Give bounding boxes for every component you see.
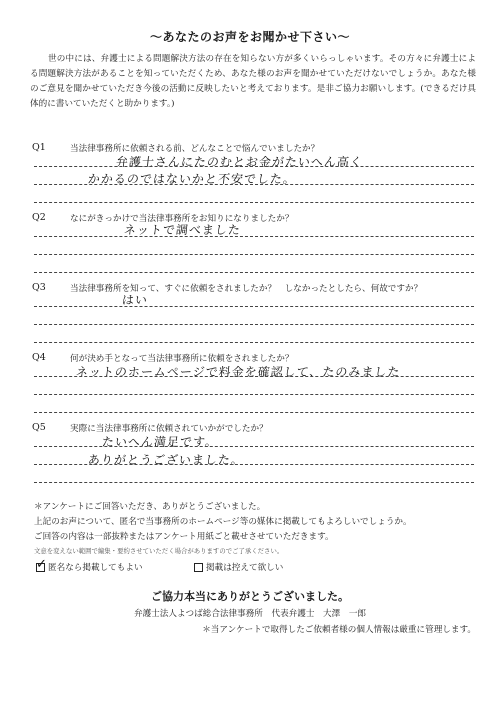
question-number: Q5 [32,422,46,433]
handwritten-answer: ネットのホームページで料金を確認して、たのみました [75,365,402,379]
question-number: Q3 [32,282,46,293]
question-text: 当法律事務所を知って、すぐに依頼をされましたか？ しなかったとしたら、何故ですか？ [70,284,423,294]
editing-note: 文意を変えない範囲で編集・要約させていただく場合がありますのでご了承ください。 [34,547,284,555]
answer-line [34,464,474,465]
signature: 弁護士法人よつば総合法律事務所 代表弁護士 大澤 一郎 [133,609,367,619]
answer-line [34,236,474,237]
option-do-not-publish[interactable] [194,561,283,573]
answer-line [34,376,474,377]
handwritten-answer: ネットで調べました [123,223,242,237]
answer-line [34,254,474,255]
intro-paragraph: 世の中には、弁護士による問題解決方法の存在を知らない方が多くいらっしゃいます。その方々に弁護士による問題解決方法があることを知っていただくため、あなた様のお声を聞かせていただけないでしょうか。あなた様のご意見を聞かせていただき今後の活動に反映したいと考えております。是非ご協力お願いします。(できるだけ具体的に書いていただくと助かります。) [30,54,476,109]
option-publish-anonymous[interactable] [36,556,143,573]
question-text: なにがきっかけで当法律事務所をお知りになりましたか？ [70,214,294,224]
question-number: Q1 [32,142,46,153]
answer-line [34,482,474,483]
answer-line [34,342,474,343]
answer-line [34,446,474,447]
checkbox-publish-anonymous[interactable] [36,556,47,572]
option-label: 匿名なら掲載してもよい [48,563,143,573]
answer-line [34,306,474,307]
page-title: 〜あなたのお声をお聞かせ下さい〜 [149,30,350,44]
handwritten-answer: はい [121,293,149,307]
answer-line [34,184,474,185]
checkmark-icon: ✓ [36,556,47,572]
option-label: 掲載は控えて欲しい [206,563,284,573]
answer-line [34,202,474,203]
handwritten-answer: たいへん満足です。 [101,435,219,449]
question-number: Q2 [32,212,46,223]
checkbox-do-not-publish[interactable] [194,563,203,572]
answer-line [34,324,474,325]
answer-line [34,394,474,395]
privacy-note: ＊当アンケートで取得したご依頼者様の個人情報は厳重に管理します。 [202,625,476,635]
thanks-line: ＊アンケートにご回答いただき、ありがとうございました。 [34,502,266,512]
question-text: 実際に当法律事務所に依頼されていかがでしたか？ [70,424,268,434]
handwritten-answer: ありがとうございました。 [87,453,245,467]
handwritten-answer: 弁護士さんにたのむとお金がたいへん高く [115,155,364,169]
question-text: 当法律事務所に依頼される前、どんなことで悩んでいましたか？ [70,144,320,154]
consent-detail: ご回答の内容は一部抜粋またはアンケート用紙ごと載せさせていただきます。 [34,532,334,542]
answer-line [34,166,474,167]
question-number: Q4 [32,352,46,363]
answer-line [34,272,474,273]
consent-question: 上記のお声について、匿名で当事務所のホームページ等の媒体に掲載してもよろしいでしょうか。 [34,517,412,527]
answer-line [34,412,474,413]
closing-message: ご協力本当にありがとうございました。 [151,590,349,603]
handwritten-answer: かかるのではないかと不安でした。 [87,172,297,186]
question-text: 何が決め手となって当法律事務所に依頼をされましたか？ [70,354,294,364]
